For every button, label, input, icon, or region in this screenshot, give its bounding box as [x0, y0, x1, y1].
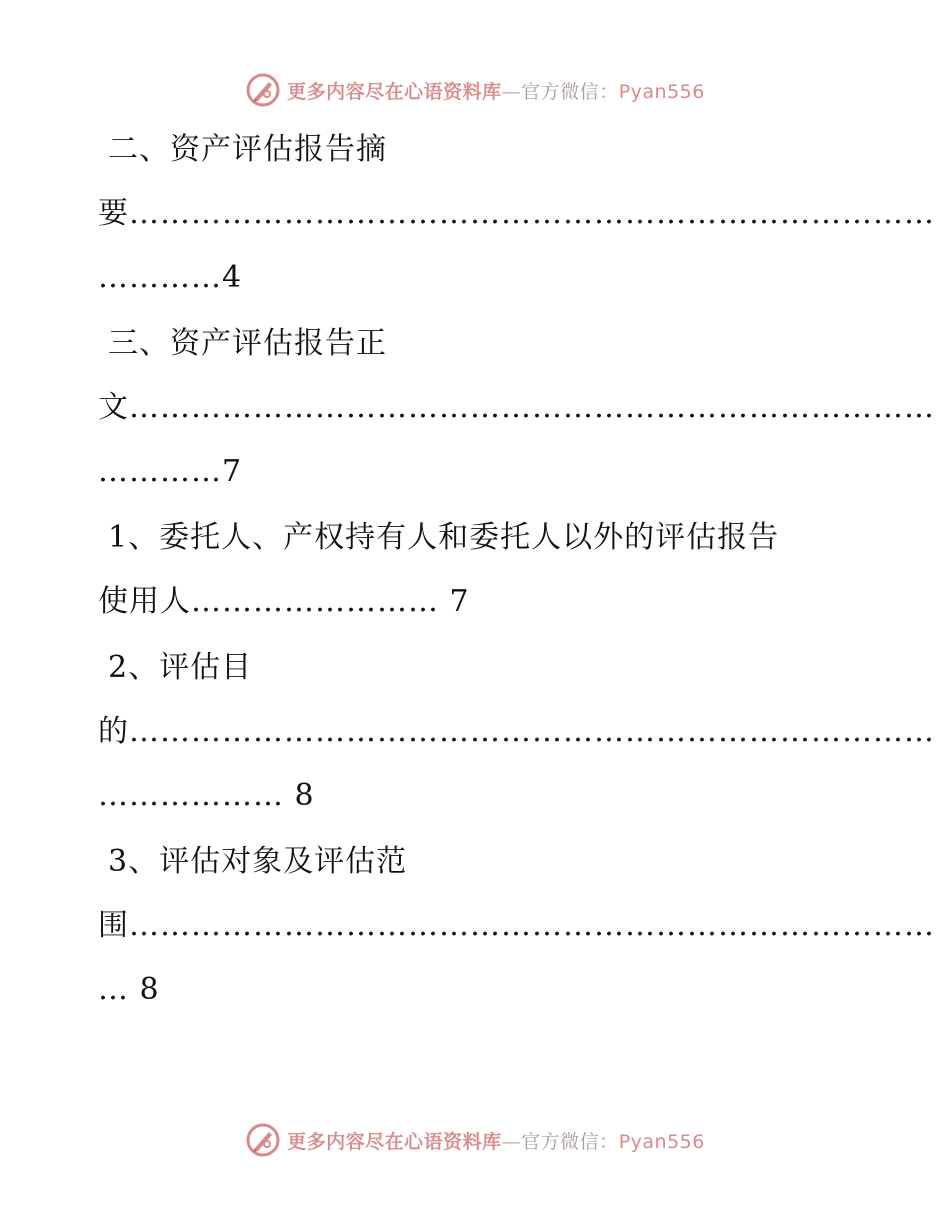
banner-main-text: 更多内容尽在心语资料库 — [287, 80, 502, 103]
toc-entry-title: 2、评估目 — [108, 650, 253, 685]
banner-text — [287, 77, 705, 104]
toc-entry-leader: 围…………………………………………………………………… — [98, 908, 935, 943]
toc-entry-page: ……………… 8 — [98, 778, 315, 813]
toc-entry-title: 3、评估对象及评估范 — [108, 844, 408, 879]
toc-entry-leader: 使用人…………………… 7 — [98, 584, 470, 619]
pen-logo-icon — [245, 72, 281, 108]
toc-entry-title: 二、资产评估报告摘 — [108, 132, 387, 167]
table-of-contents — [98, 118, 935, 1022]
toc-entry — [98, 830, 935, 1022]
banner-handle: Pyan556 — [618, 1130, 705, 1153]
toc-entry-title: 三、资产评估报告正 — [108, 326, 387, 361]
toc-entry — [98, 118, 935, 310]
toc-entry — [98, 506, 848, 634]
pen-logo-icon — [245, 1122, 281, 1158]
toc-entry-page: …………7 — [98, 454, 243, 489]
banner-content — [245, 1122, 705, 1158]
banner-text — [287, 1127, 705, 1154]
footer-banner — [0, 1120, 950, 1160]
banner-dash: — — [501, 1130, 522, 1153]
banner-label: 官方微信： — [521, 1130, 619, 1153]
toc-entry-leader: 要…………………………………………………………………… — [98, 196, 935, 231]
toc-entry-page: …………4 — [98, 260, 243, 295]
toc-entry — [98, 312, 935, 504]
toc-entry-leader: 的…………………………………………………………………… — [98, 714, 935, 749]
toc-entry-page: … 8 — [98, 972, 160, 1007]
header-banner — [0, 70, 950, 110]
banner-handle: Pyan556 — [618, 80, 705, 103]
toc-entry-leader: 文…………………………………………………………………… — [98, 390, 935, 425]
banner-content — [245, 72, 705, 108]
toc-entry — [98, 636, 935, 828]
toc-entry-title: 1、委托人、产权持有人和委托人以外的评估报告 — [108, 520, 780, 555]
banner-main-text: 更多内容尽在心语资料库 — [287, 1130, 502, 1153]
banner-label: 官方微信： — [521, 80, 619, 103]
banner-dash: — — [501, 80, 522, 103]
